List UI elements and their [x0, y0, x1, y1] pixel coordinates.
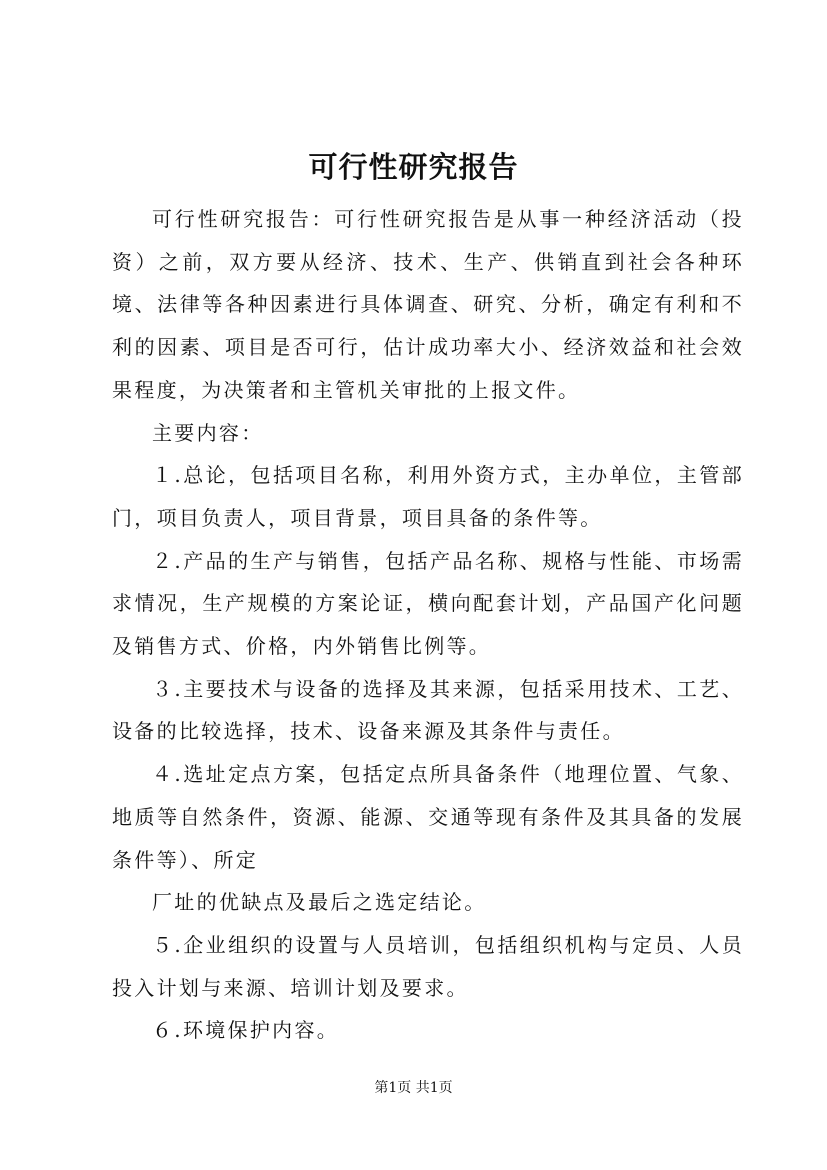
page-footer: 第1页 共1页 [374, 1080, 453, 1096]
paragraph-item-5: ５.企业组织的设置与人员培训，包括组织机构与定员、人员投入计划与来源、培训计划及要求。 [112, 932, 744, 1000]
paragraph-item-3: ３.主要技术与设备的选择及其来源，包括采用技术、工艺、设备的比较选择，技术、设备来源及其条件与责任。 [112, 676, 744, 744]
paragraph-item-4: ４.选址定点方案，包括定点所具备条件（地理位置、气象、地质等自然条件，资源、能源、交通等现有条件及其具备的发展条件等）、所定 [112, 762, 744, 872]
paragraph-item-4-continued: 厂址的优缺点及最后之选定结论。 [152, 890, 487, 915]
paragraph-item-1: １.总论，包括项目名称，利用外资方式，主办单位，主管部门，项目负责人，项目背景，项目具备的条件等。 [112, 463, 744, 530]
paragraph-item-6: ６.环境保护内容。 [152, 1018, 340, 1043]
paragraph-intro: 可行性研究报告：可行性研究报告是从事一种经济活动（投资）之前，双方要从经济、技术、生产、供销直到社会各种环境、法律等各种因素进行具体调查、研究、分析，确定有利和不利的因素、项目是否可行，估计成功率大小、经济效益和社会效果程度，为决策者和主管机关审批的上报文件。 [112, 207, 744, 402]
paragraph-main-content-heading: 主要内容： [152, 420, 264, 445]
paragraph-item-2: ２.产品的生产与销售，包括产品名称、规格与性能、市场需求情况，生产规模的方案论证，横向配套计划，产品国产化问题及销售方式、价格，内外销售比例等。 [112, 548, 744, 659]
document-title: 可行性研究报告 [308, 150, 519, 184]
document-body [112, 198, 744, 1052]
